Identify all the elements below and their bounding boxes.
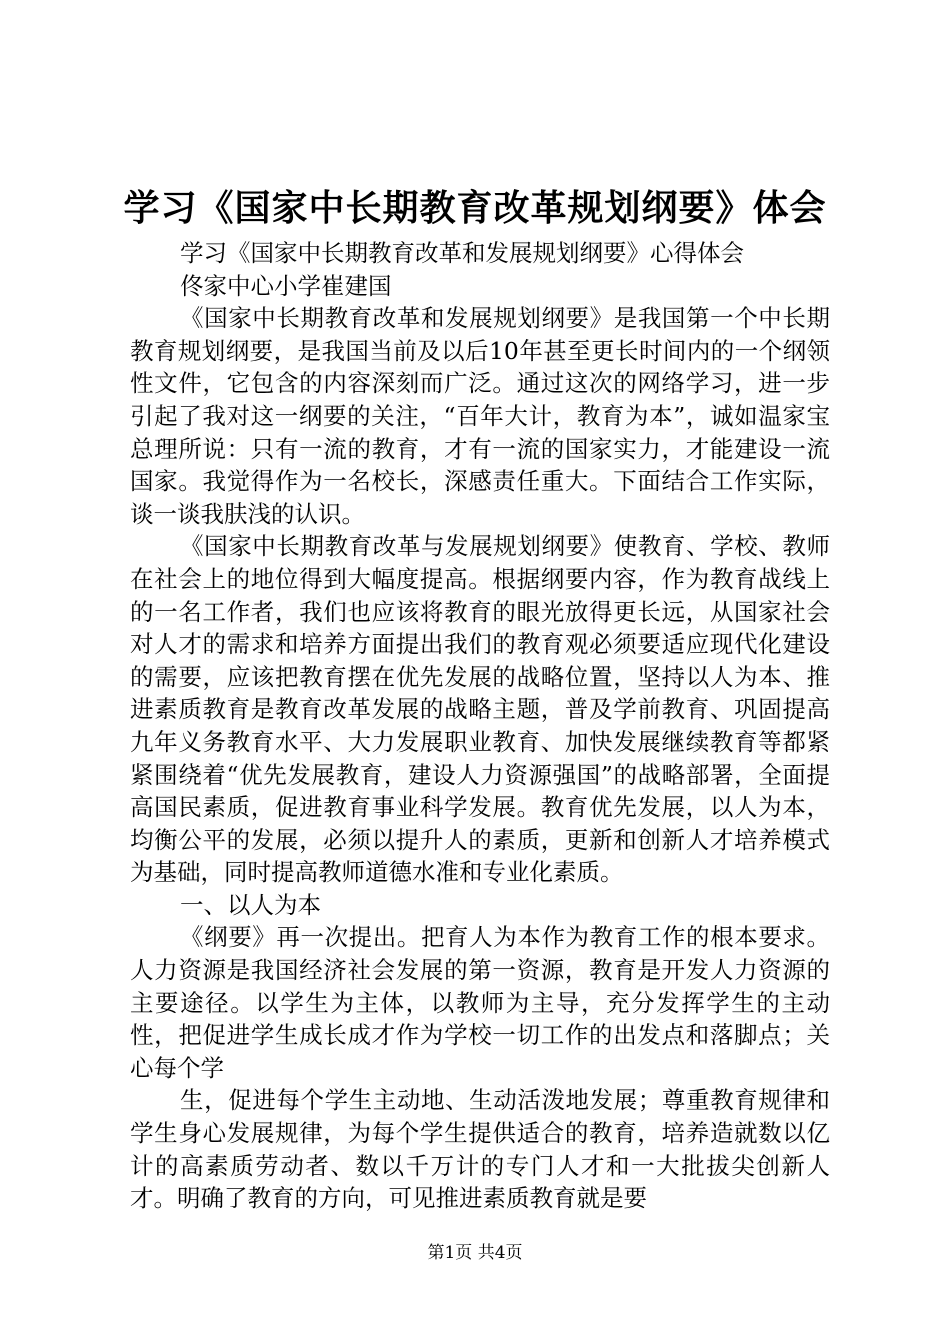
document-subtitle: 学习《国家中长期教育改革和发展规划纲要》心得体会	[180, 239, 744, 267]
paragraph-intro: 《国家中长期教育改革和发展规划纲要》是我国第一个中长期教育规划纲要，是我国当前及以后10年甚至更长时间内的一个纲领性文件，它包含的内容深刻而广泛。通过这次的网络学习，进一步引起了我对这一纲要的关注，“百年大计，教育为本”，诚如温家宝总理所说：只有一流的教育，才有一流的国家实力，才能建设一流国家。我觉得作为一名校长，深感责任重大。下面结合工作实际，谈一谈我肤浅的认识。	[130, 304, 830, 528]
document-author: 佟家中心小学崔建国	[180, 271, 392, 300]
paragraph-status: 《国家中长期教育改革与发展规划纲要》使教育、学校、教师在社会上的地位得到大幅度提高。根据纲要内容，作为教育战线上的一名工作者，我们也应该将教育的眼光放得更长远，从国家社会对人才的需求和培养方面提出我们的教育观必须要适应现代化建设的需要，应该把教育摆在优先发展的战略位置，坚持以人为本、推进素质教育是教育改革发展的战略主题，普及学前教育、巩固提高九年义务教育水平、大力发展职业教育、加快发展继续教育等都紧紧围绕着“优先发展教育，建设人力资源强国”的战略部署，全面提高国民素质，促进教育事业科学发展。教育优先发展，以人为本，均衡公平的发展，必须以提升人的素质，更新和创新人才培养模式为基础，同时提高教师道德水准和专业化素质。	[130, 532, 830, 887]
document-title: 学习《国家中长期教育改革规划纲要》体会	[123, 187, 827, 229]
paragraph-continuation: 生，促进每个学生主动地、生动活泼地发展；尊重教育规律和学生身心发展规律，为每个学生提供适合的教育，培养造就数以亿计的高素质劳动者、数以千万计的专门人才和一大批拔尖创新人才。明确了教育的方向，可见推进素质教育就是要	[130, 1086, 830, 1213]
paragraph-people-first: 《纲要》再一次提出。把育人为本作为教育工作的根本要求。人力资源是我国经济社会发展的第一资源，教育是开发人力资源的主要途径。以学生为主体，以教师为主导，充分发挥学生的主动性，把促进学生成长成才作为学校一切工作的出发点和落脚点；关心每个学	[130, 923, 830, 1082]
page-footer: 第1页 共4页	[427, 1243, 523, 1263]
document-body	[130, 237, 830, 1215]
section-heading: 一、以人为本	[180, 890, 321, 919]
